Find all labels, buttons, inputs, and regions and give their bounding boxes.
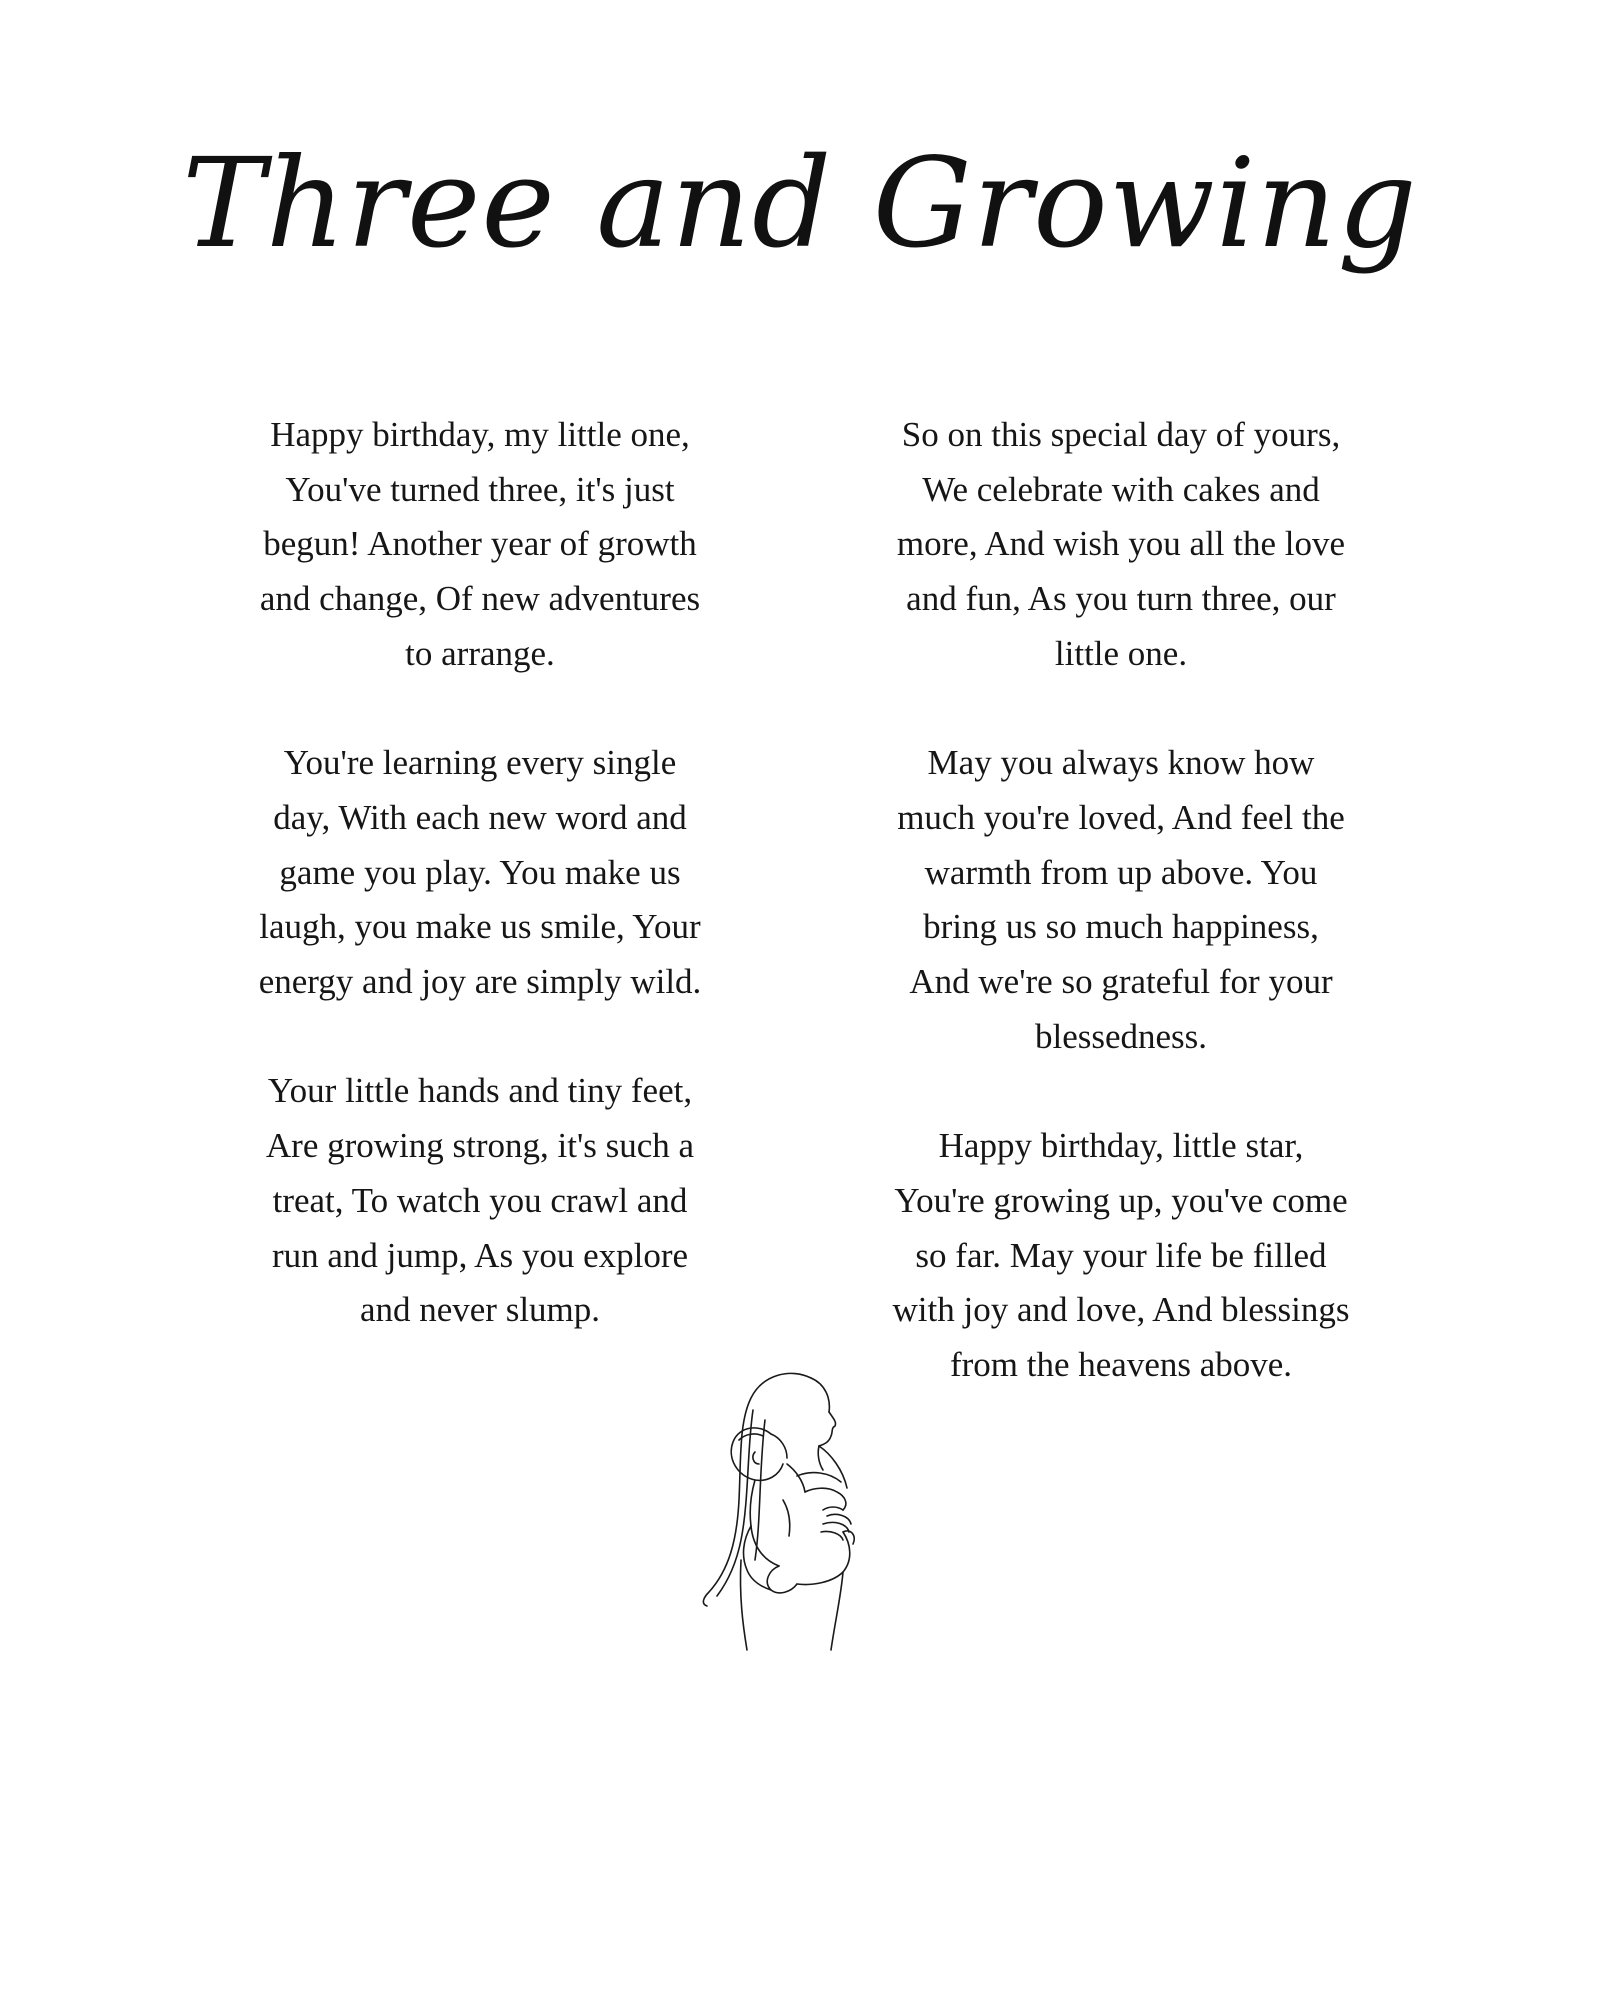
poem-line: May you always know how bbox=[927, 743, 1315, 783]
poem-line: Happy birthday, my little one, bbox=[270, 415, 690, 454]
stanza bbox=[841, 408, 1401, 682]
poem-column-left bbox=[200, 408, 760, 1393]
poem-line: And we're so grateful for your bbox=[909, 962, 1333, 1002]
poem-line: and fun, As you turn three, our bbox=[906, 579, 1336, 619]
poem-line: Your little hands and tiny feet, bbox=[267, 1071, 693, 1111]
poem-line: and never slump. bbox=[359, 1290, 601, 1330]
poem-column-right bbox=[841, 408, 1401, 1447]
stanza bbox=[200, 736, 760, 1010]
poem-line: So on this special day of yours, bbox=[901, 415, 1341, 454]
stanza bbox=[841, 736, 1401, 1064]
poem-line: more, And wish you all the love bbox=[896, 524, 1346, 564]
page-title: Three and Growing bbox=[182, 132, 1418, 276]
poem-line: Happy birthday, little star, bbox=[938, 1126, 1304, 1166]
poem-line: laugh, you make us smile, Your bbox=[259, 907, 701, 947]
poem-line: bring us so much happiness, bbox=[923, 907, 1319, 947]
stanza bbox=[200, 408, 760, 682]
poem-line: You're learning every single bbox=[283, 743, 677, 783]
poem-line: treat, To watch you crawl and bbox=[272, 1180, 688, 1220]
poem-line: begun! Another year of growth bbox=[263, 524, 697, 564]
poem-line: Are growing strong, it's such a bbox=[265, 1126, 695, 1166]
poem-line: You're growing up, you've come bbox=[894, 1180, 1348, 1220]
stanza bbox=[841, 1119, 1401, 1393]
poem-line: much you're loved, And feel the bbox=[897, 797, 1345, 837]
poem-line: day, With each new word and bbox=[273, 797, 687, 837]
poem-line: game you play. You make us bbox=[279, 852, 681, 892]
poem-line: warmth from up above. You bbox=[924, 852, 1318, 892]
poem-line: from the heavens above. bbox=[949, 1344, 1293, 1384]
poem-line: We celebrate with cakes and bbox=[922, 469, 1320, 509]
poem-line: blessedness. bbox=[1034, 1016, 1208, 1056]
poem-line: with joy and love, And blessings bbox=[892, 1290, 1350, 1330]
poem-line: run and jump, As you explore bbox=[271, 1235, 689, 1275]
poem-line: energy and joy are simply wild. bbox=[258, 962, 702, 1002]
stanza bbox=[200, 1064, 760, 1338]
mother-holding-child-icon bbox=[693, 1360, 923, 1660]
poem-line: and change, Of new adventures bbox=[259, 579, 701, 619]
poem-line: little one. bbox=[1054, 633, 1188, 673]
poem-line: to arrange. bbox=[405, 633, 555, 673]
poem-line: You've turned three, it's just bbox=[285, 469, 675, 509]
poem-line: so far. May your life be filled bbox=[915, 1235, 1327, 1275]
